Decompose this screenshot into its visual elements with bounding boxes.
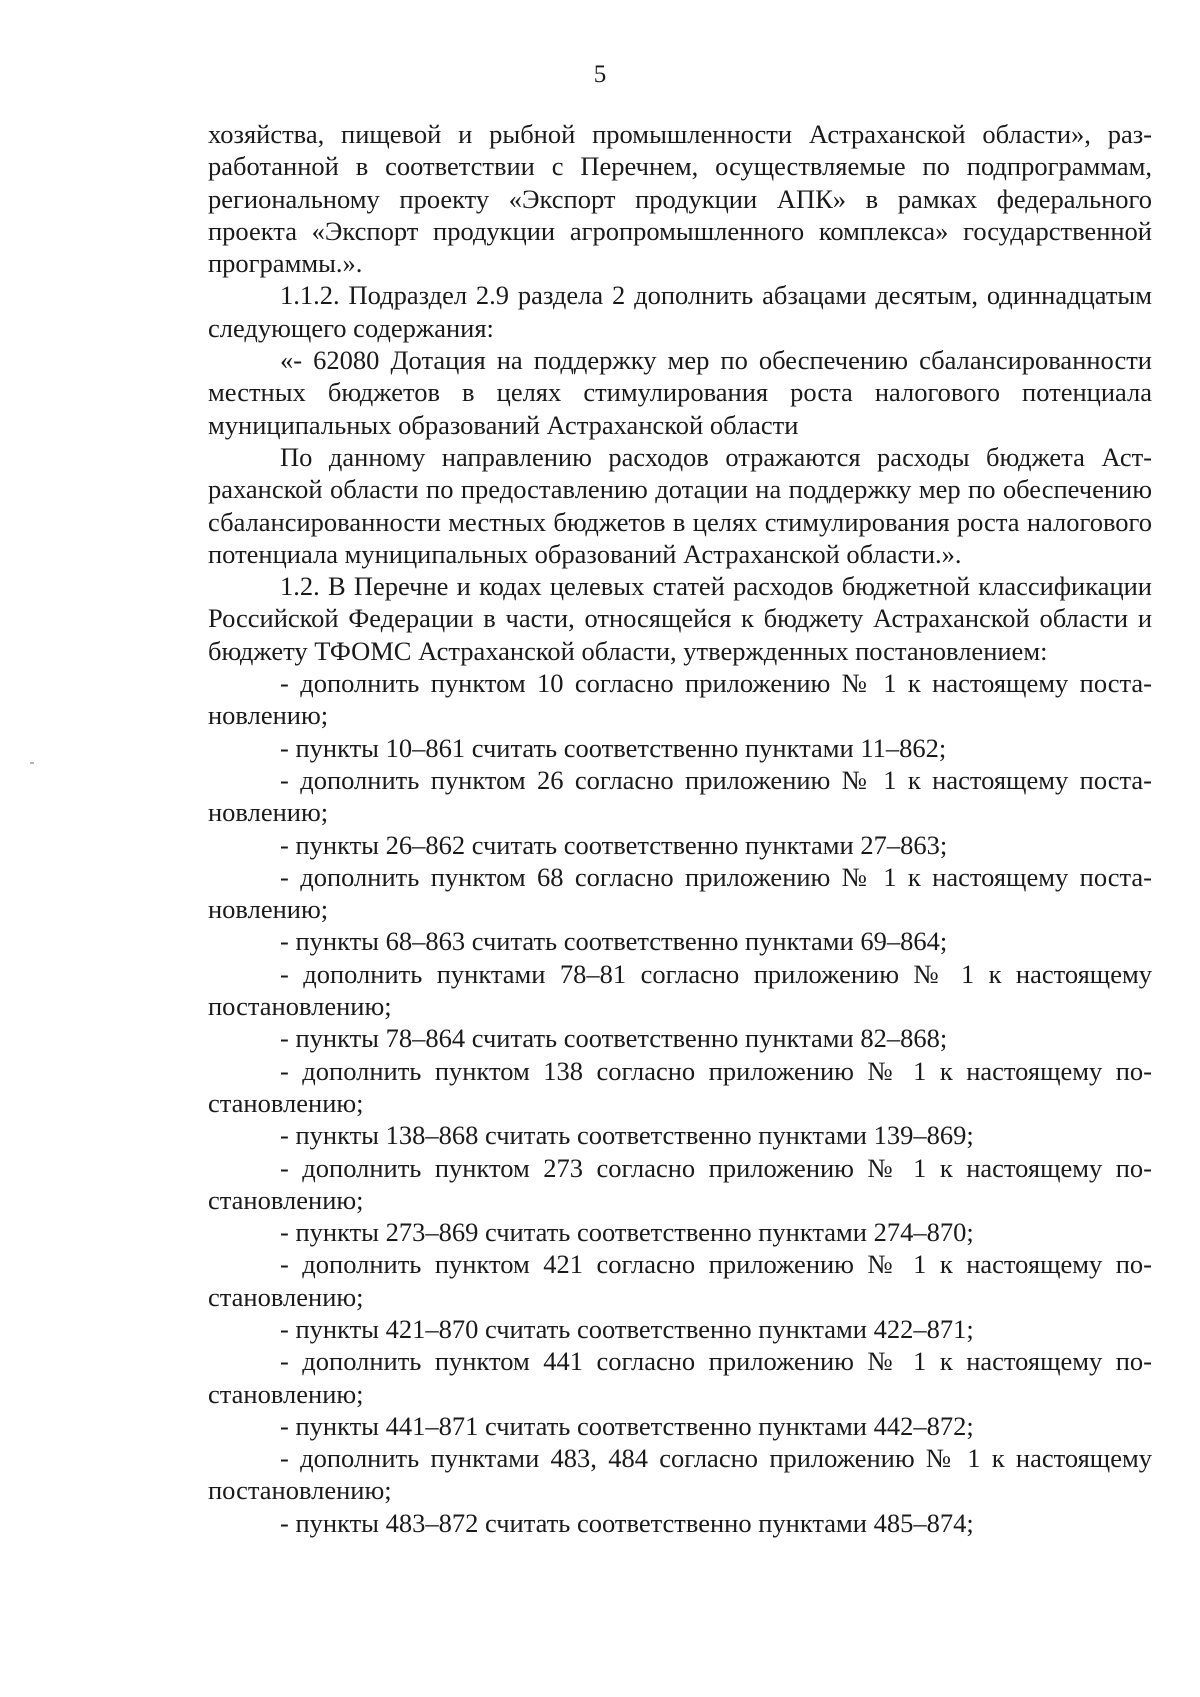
list-item: - дополнить пунктом 441 согласно приложению № 1 к настоящему постановлению; <box>208 1346 1152 1409</box>
page-number: 5 <box>593 61 607 88</box>
list-item: - дополнить пунктом 273 согласно приложению № 1 к настоящему постановлению; <box>208 1152 1152 1215</box>
list-item: - пункты 273–869 считать соответственно пунктами 274–870; <box>280 1217 974 1248</box>
list-item: - дополнить пунктами 78–81 согласно приложению № 1 к настоящему постановлению; <box>208 958 1152 1022</box>
paragraph-1-1-2: 1.1.2. Подраздел 2.9 раздела 2 дополнить абзацами десятым, одиннадцатым следующего содержания: <box>208 280 1152 343</box>
list-item: - пункты 483–872 считать соответственно пунктами 485–874; <box>280 1507 974 1538</box>
list-item: - пункты 10–861 считать соответственно пунктами 11–862; <box>280 732 947 763</box>
list-item: - пункты 138–868 считать соответственно пунктами 139–869; <box>280 1120 974 1151</box>
document-body <box>208 118 1152 1539</box>
list-item: - пункты 78–864 считать соответственно пунктами 82–868; <box>280 1023 948 1054</box>
list-item: - пункты 441–871 считать соответственно пунктами 442–872; <box>280 1410 974 1441</box>
paragraph-continuation: хозяйства, пищевой и рыбной промышленности Астраханской области», разработанной в соответствии с Перечнем, осуществляемые по подпрограммам, региональному проекту «Экспорт продукции АПК» в рамках федерального проекта «Экспорт продукции агропромышленного комплекса» государственной программы.». <box>208 119 1152 279</box>
list-item: - дополнить пунктом 138 согласно приложению № 1 к настоящему постановлению; <box>208 1055 1152 1118</box>
paragraph-62080-heading: «- 62080 Дотация на поддержку мер по обеспечению сбалансированности местных бюджетов в целях стимулирования роста налогового потенциала муниципальных образований Астраханской области <box>208 345 1152 440</box>
list-item: - пункты 26–862 считать соответственно пунктами 27–863; <box>280 829 948 860</box>
list-item: - пункты 421–870 считать соответственно пунктами 422–871; <box>280 1313 974 1344</box>
paragraph-62080-description: По данному направлению расходов отражаются расходы бюджета Астраханской области по предоставлению дотации на поддержку мер по обеспечению сбалансированности местных бюджетов в целях стимулирования роста налогового потенциала муниципальных образований Астраханской области.». <box>208 441 1152 569</box>
list-item: - дополнить пунктом 421 согласно приложению № 1 к настоящему постановлению; <box>208 1249 1152 1312</box>
list-item: - дополнить пунктами 483, 484 согласно приложению № 1 к настоящему постановлению; <box>208 1443 1152 1506</box>
list-item: - дополнить пунктом 26 согласно приложению № 1 к настоящему постановлению; <box>208 764 1152 828</box>
list-item: - пункты 68–863 считать соответственно пунктами 69–864; <box>280 926 948 957</box>
list-item: - дополнить пунктом 68 согласно приложению № 1 к настоящему постановлению; <box>208 861 1152 925</box>
paragraph-1-2: 1.2. В Перечне и кодах целевых статей расходов бюджетной классификации Российской Федерации в части, относящейся к бюджету Астраханской области и бюджету ТФОМС Астраханской области, утвержденных постановлением: <box>208 571 1152 666</box>
scan-artifact <box>30 762 34 764</box>
list-item: - дополнить пунктом 10 согласно приложению № 1 к настоящему постановлению; <box>208 668 1152 731</box>
